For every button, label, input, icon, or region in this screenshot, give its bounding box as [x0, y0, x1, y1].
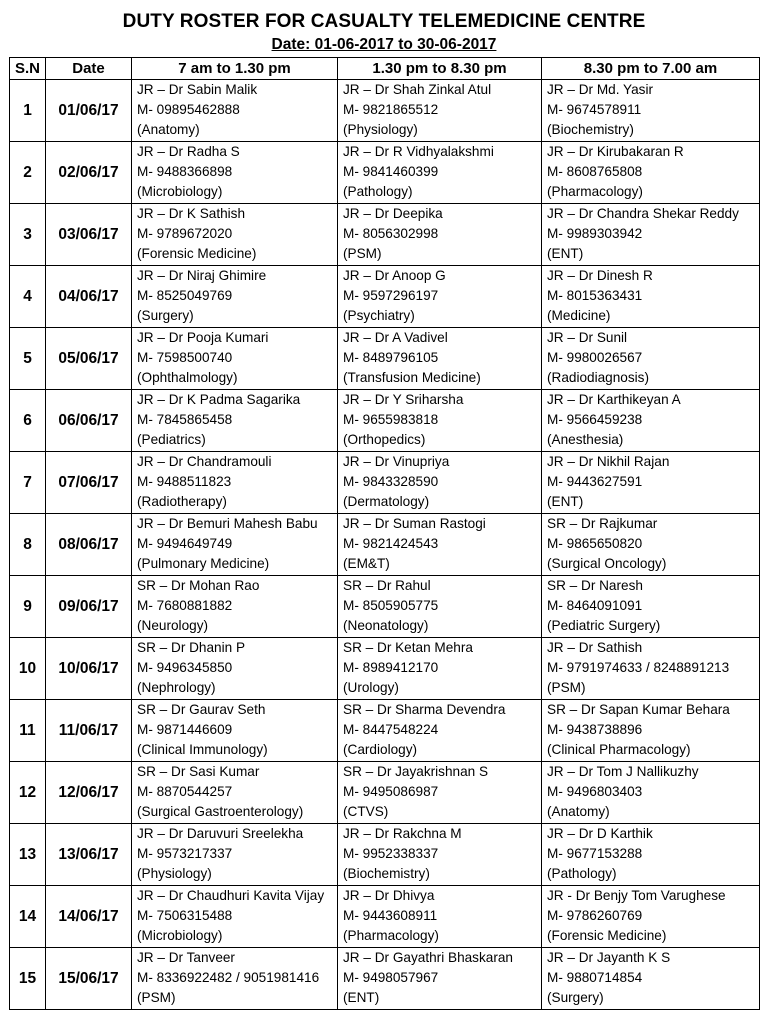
doctor-mobile: M- 9677153288: [547, 846, 643, 861]
doctor-name: JR – Dr Tom J Nallikuzhy: [547, 764, 699, 779]
morning-shift-cell: [132, 452, 338, 514]
doctor-mobile: M- 9655983818: [343, 412, 439, 427]
doctor-department: (Physiology): [137, 866, 212, 881]
night-shift-cell: [542, 824, 760, 886]
serial-number: 7: [10, 452, 46, 514]
doctor-department: (Clinical Pharmacology): [547, 742, 691, 757]
doctor-department: (PSM): [547, 680, 586, 695]
serial-number: 15: [10, 948, 46, 1010]
morning-shift-cell: [132, 700, 338, 762]
night-shift-cell: [542, 762, 760, 824]
doctor-name: JR – Dr A Vadivel: [343, 330, 448, 345]
doctor-department: (Dermatology): [343, 494, 430, 509]
duty-date: 14/06/17: [46, 886, 132, 948]
table-row: [10, 638, 760, 700]
duty-date: 06/06/17: [46, 390, 132, 452]
doctor-mobile: M- 09895462888: [137, 102, 240, 117]
afternoon-shift-cell: [338, 452, 542, 514]
afternoon-shift-cell: [338, 886, 542, 948]
doctor-department: (Pulmonary Medicine): [137, 556, 270, 571]
doctor-department: (Neonatology): [343, 618, 429, 633]
doctor-department: (Pharmacology): [547, 184, 643, 199]
doctor-department: (Forensic Medicine): [137, 246, 257, 261]
doctor-mobile: M- 7598500740: [137, 350, 233, 365]
doctor-name: JR – Dr D Karthik: [547, 826, 653, 841]
doctor-name: SR – Dr Sasi Kumar: [137, 764, 260, 779]
header-sn: S.N: [10, 58, 46, 80]
afternoon-shift-cell: [338, 80, 542, 142]
duty-date: 08/06/17: [46, 514, 132, 576]
serial-number: 4: [10, 266, 46, 328]
doctor-department: (Radiodiagnosis): [547, 370, 650, 385]
doctor-name: JR – Dr Pooja Kumari: [137, 330, 269, 345]
table-row: [10, 762, 760, 824]
morning-shift-cell: [132, 948, 338, 1010]
night-shift-cell: [542, 452, 760, 514]
doctor-mobile: M- 8056302998: [343, 226, 439, 241]
afternoon-shift-cell: [338, 824, 542, 886]
night-shift-cell: [542, 638, 760, 700]
serial-number: 9: [10, 576, 46, 638]
table-row: [10, 576, 760, 638]
table-row: [10, 948, 760, 1010]
doctor-name: JR – Dr Suman Rastogi: [343, 516, 486, 531]
morning-shift-cell: [132, 824, 338, 886]
morning-shift-cell: [132, 886, 338, 948]
night-shift-cell: [542, 514, 760, 576]
duty-date: 01/06/17: [46, 80, 132, 142]
doctor-name: JR – Dr Chandra Shekar Reddy: [547, 206, 739, 221]
doctor-name: JR – Dr Md. Yasir: [547, 82, 654, 97]
duty-date: 10/06/17: [46, 638, 132, 700]
night-shift-cell: [542, 204, 760, 266]
duty-roster-table: [9, 57, 760, 1010]
table-row: [10, 266, 760, 328]
roster-body: [10, 80, 760, 1010]
doctor-department: (Surgery): [137, 308, 194, 323]
header-afternoon-shift: 1.30 pm to 8.30 pm: [338, 58, 542, 80]
doctor-mobile: M- 9821865512: [343, 102, 439, 117]
night-shift-cell: [542, 948, 760, 1010]
doctor-department: (Radiotherapy): [137, 494, 227, 509]
duty-date: 04/06/17: [46, 266, 132, 328]
doctor-name: SR – Dr Mohan Rao: [137, 578, 260, 593]
document-title: DUTY ROSTER FOR CASUALTY TELEMEDICINE CENTRE: [122, 11, 646, 32]
afternoon-shift-cell: [338, 948, 542, 1010]
afternoon-shift-cell: [338, 762, 542, 824]
doctor-mobile: M- 9821424543: [343, 536, 439, 551]
afternoon-shift-cell: [338, 638, 542, 700]
doctor-department: (Surgical Gastroenterology): [137, 804, 304, 819]
doctor-name: JR – Dr Sathish: [547, 640, 643, 655]
doctor-name: SR – Dr Sapan Kumar Behara: [547, 702, 730, 717]
doctor-name: SR – Dr Rahul: [343, 578, 431, 593]
morning-shift-cell: [132, 328, 338, 390]
doctor-department: (Ophthalmology): [137, 370, 238, 385]
morning-shift-cell: [132, 576, 338, 638]
doctor-mobile: M- 7506315488: [137, 908, 233, 923]
duty-date: 02/06/17: [46, 142, 132, 204]
doctor-mobile: M- 8336922482 / 9051981416: [137, 970, 320, 985]
doctor-name: JR – Dr Dinesh R: [547, 268, 653, 283]
doctor-name: SR – Dr Jayakrishnan S: [343, 764, 489, 779]
doctor-department: (Pediatric Surgery): [547, 618, 661, 633]
afternoon-shift-cell: [338, 204, 542, 266]
table-row: [10, 514, 760, 576]
doctor-mobile: M- 9443608911: [343, 908, 438, 923]
doctor-name: JR – Dr Chaudhuri Kavita Vijay: [137, 888, 325, 903]
serial-number: 13: [10, 824, 46, 886]
night-shift-cell: [542, 266, 760, 328]
doctor-mobile: M- 9597296197: [343, 288, 439, 303]
afternoon-shift-cell: [338, 328, 542, 390]
doctor-mobile: M- 9573217337: [137, 846, 233, 861]
table-row: [10, 142, 760, 204]
doctor-department: (Surgery): [547, 990, 604, 1005]
doctor-department: (PSM): [137, 990, 176, 1005]
doctor-name: SR – Dr Gaurav Seth: [137, 702, 266, 717]
doctor-mobile: M- 9786260769: [547, 908, 643, 923]
morning-shift-cell: [132, 142, 338, 204]
doctor-department: (Pathology): [343, 184, 413, 199]
doctor-mobile: M- 9488366898: [137, 164, 233, 179]
doctor-mobile: M- 7845865458: [137, 412, 233, 427]
afternoon-shift-cell: [338, 390, 542, 452]
doctor-department: (CTVS): [343, 804, 389, 819]
table-row: [10, 700, 760, 762]
table-row: [10, 204, 760, 266]
doctor-name: JR – Dr Chandramouli: [137, 454, 272, 469]
duty-date: 09/06/17: [46, 576, 132, 638]
serial-number: 14: [10, 886, 46, 948]
night-shift-cell: [542, 700, 760, 762]
document-date-range: Date: 01-06-2017 to 30-06-2017: [271, 36, 497, 53]
doctor-mobile: M- 8489796105: [343, 350, 439, 365]
serial-number: 2: [10, 142, 46, 204]
header-row: [10, 58, 760, 80]
doctor-mobile: M- 9438738896: [547, 722, 643, 737]
doctor-name: JR – Dr Gayathri Bhaskaran: [343, 950, 513, 965]
doctor-department: (ENT): [343, 990, 380, 1005]
afternoon-shift-cell: [338, 266, 542, 328]
doctor-department: (Pediatrics): [137, 432, 206, 447]
doctor-mobile: M- 7680881882: [137, 598, 233, 613]
header-morning-shift: 7 am to 1.30 pm: [132, 58, 338, 80]
doctor-name: JR – Dr Jayanth K S: [547, 950, 671, 965]
doctor-mobile: M- 9496803403: [547, 784, 643, 799]
doctor-name: JR – Dr Anoop G: [343, 268, 446, 283]
doctor-department: (Microbiology): [137, 928, 223, 943]
duty-date: 05/06/17: [46, 328, 132, 390]
duty-date: 03/06/17: [46, 204, 132, 266]
doctor-mobile: M- 9989303942: [547, 226, 643, 241]
doctor-department: (Urology): [343, 680, 399, 695]
doctor-name: JR – Dr Deepika: [343, 206, 443, 221]
doctor-department: (EM&T): [343, 556, 390, 571]
doctor-department: (Neurology): [137, 618, 209, 633]
doctor-mobile: M- 9871446609: [137, 722, 233, 737]
doctor-name: JR – Dr R Vidhyalakshmi: [343, 144, 494, 159]
header-date: Date: [46, 58, 132, 80]
doctor-mobile: M- 9496345850: [137, 660, 233, 675]
doctor-department: (Pharmacology): [343, 928, 439, 943]
doctor-name: SR – Dr Ketan Mehra: [343, 640, 473, 655]
night-shift-cell: [542, 80, 760, 142]
doctor-department: (Biochemistry): [343, 866, 430, 881]
duty-date: 12/06/17: [46, 762, 132, 824]
doctor-department: (Pathology): [547, 866, 617, 881]
table-row: [10, 328, 760, 390]
night-shift-cell: [542, 390, 760, 452]
morning-shift-cell: [132, 390, 338, 452]
morning-shift-cell: [132, 204, 338, 266]
doctor-mobile: M- 9789672020: [137, 226, 233, 241]
doctor-mobile: M- 9791974633 / 8248891213: [547, 660, 730, 675]
header-night-shift: 8.30 pm to 7.00 am: [542, 58, 760, 80]
doctor-name: SR – Dr Dhanin P: [137, 640, 246, 655]
doctor-department: (Psychiatry): [343, 308, 415, 323]
duty-date: 15/06/17: [46, 948, 132, 1010]
doctor-name: JR – Dr Tanveer: [137, 950, 235, 965]
doctor-department: (Medicine): [547, 308, 611, 323]
doctor-department: (Clinical Immunology): [137, 742, 268, 757]
table-row: [10, 886, 760, 948]
doctor-name: SR – Dr Naresh: [547, 578, 643, 593]
table-row: [10, 452, 760, 514]
doctor-name: SR – Dr Sharma Devendra: [343, 702, 506, 717]
doctor-mobile: M- 8464091091: [547, 598, 643, 613]
doctor-mobile: M- 9880714854: [547, 970, 643, 985]
doctor-department: (ENT): [547, 246, 584, 261]
doctor-name: JR – Dr K Sathish: [137, 206, 246, 221]
table-row: [10, 80, 760, 142]
afternoon-shift-cell: [338, 700, 542, 762]
doctor-department: (PSM): [343, 246, 382, 261]
night-shift-cell: [542, 142, 760, 204]
morning-shift-cell: [132, 638, 338, 700]
doctor-mobile: M- 9566459238: [547, 412, 643, 427]
doctor-department: (Forensic Medicine): [547, 928, 667, 943]
doctor-mobile: M- 8608765808: [547, 164, 643, 179]
serial-number: 1: [10, 80, 46, 142]
doctor-department: (Transfusion Medicine): [343, 370, 481, 385]
doctor-name: JR - Dr Benjy Tom Varughese: [547, 888, 726, 903]
serial-number: 10: [10, 638, 46, 700]
duty-date: 07/06/17: [46, 452, 132, 514]
doctor-name: JR – Dr K Padma Sagarika: [137, 392, 301, 407]
doctor-name: JR – Dr Kirubakaran R: [547, 144, 684, 159]
doctor-name: JR – Dr Rakchna M: [343, 826, 462, 841]
serial-number: 12: [10, 762, 46, 824]
serial-number: 5: [10, 328, 46, 390]
doctor-department: (Cardiology): [343, 742, 418, 757]
serial-number: 11: [10, 700, 46, 762]
doctor-name: JR – Dr Radha S: [137, 144, 240, 159]
serial-number: 8: [10, 514, 46, 576]
doctor-mobile: M- 9952338337: [343, 846, 439, 861]
table-row: [10, 824, 760, 886]
night-shift-cell: [542, 576, 760, 638]
doctor-mobile: M- 8015363431: [547, 288, 643, 303]
doctor-mobile: M- 9843328590: [343, 474, 439, 489]
doctor-mobile: M- 9980026567: [547, 350, 643, 365]
morning-shift-cell: [132, 762, 338, 824]
morning-shift-cell: [132, 266, 338, 328]
doctor-mobile: M- 9494649749: [137, 536, 233, 551]
doctor-name: JR – Dr Dhivya: [343, 888, 435, 903]
doctor-mobile: M- 9443627591: [547, 474, 643, 489]
doctor-department: (Microbiology): [137, 184, 223, 199]
doctor-mobile: M- 9495086987: [343, 784, 439, 799]
doctor-department: (Anatomy): [547, 804, 610, 819]
doctor-mobile: M- 8505905775: [343, 598, 439, 613]
doctor-name: JR – Dr Y Sriharsha: [343, 392, 464, 407]
doctor-name: JR – Dr Sabin Malik: [137, 82, 258, 97]
doctor-name: JR – Dr Karthikeyan A: [547, 392, 681, 407]
doctor-mobile: M- 9498057967: [343, 970, 439, 985]
night-shift-cell: [542, 328, 760, 390]
duty-date: 11/06/17: [46, 700, 132, 762]
doctor-department: (Anesthesia): [547, 432, 624, 447]
doctor-name: JR – Dr Sunil: [547, 330, 628, 345]
doctor-mobile: M- 8447548224: [343, 722, 439, 737]
afternoon-shift-cell: [338, 142, 542, 204]
doctor-mobile: M- 9841460399: [343, 164, 439, 179]
doctor-name: JR – Dr Bemuri Mahesh Babu: [137, 516, 318, 531]
afternoon-shift-cell: [338, 514, 542, 576]
serial-number: 6: [10, 390, 46, 452]
morning-shift-cell: [132, 514, 338, 576]
doctor-mobile: M- 8525049769: [137, 288, 233, 303]
night-shift-cell: [542, 886, 760, 948]
doctor-mobile: M- 9488511823: [137, 474, 232, 489]
doctor-department: (Physiology): [343, 122, 418, 137]
doctor-department: (Nephrology): [137, 680, 216, 695]
doctor-department: (Surgical Oncology): [547, 556, 667, 571]
duty-date: 13/06/17: [46, 824, 132, 886]
doctor-name: JR – Dr Vinupriya: [343, 454, 450, 469]
doctor-department: (Anatomy): [137, 122, 200, 137]
morning-shift-cell: [132, 80, 338, 142]
doctor-department: (ENT): [547, 494, 584, 509]
doctor-name: JR – Dr Niraj Ghimire: [137, 268, 267, 283]
doctor-name: JR – Dr Shah Zinkal Atul: [343, 82, 492, 97]
serial-number: 3: [10, 204, 46, 266]
afternoon-shift-cell: [338, 576, 542, 638]
doctor-department: (Biochemistry): [547, 122, 634, 137]
doctor-mobile: M- 9865650820: [547, 536, 643, 551]
doctor-name: JR – Dr Daruvuri Sreelekha: [137, 826, 304, 841]
roster-header: [10, 58, 760, 80]
table-row: [10, 390, 760, 452]
doctor-mobile: M- 8989412170: [343, 660, 439, 675]
doctor-mobile: M- 9674578911: [547, 102, 642, 117]
doctor-department: (Orthopedics): [343, 432, 426, 447]
doctor-name: SR – Dr Rajkumar: [547, 516, 658, 531]
doctor-name: JR – Dr Nikhil Rajan: [547, 454, 670, 469]
doctor-mobile: M- 8870544257: [137, 784, 233, 799]
